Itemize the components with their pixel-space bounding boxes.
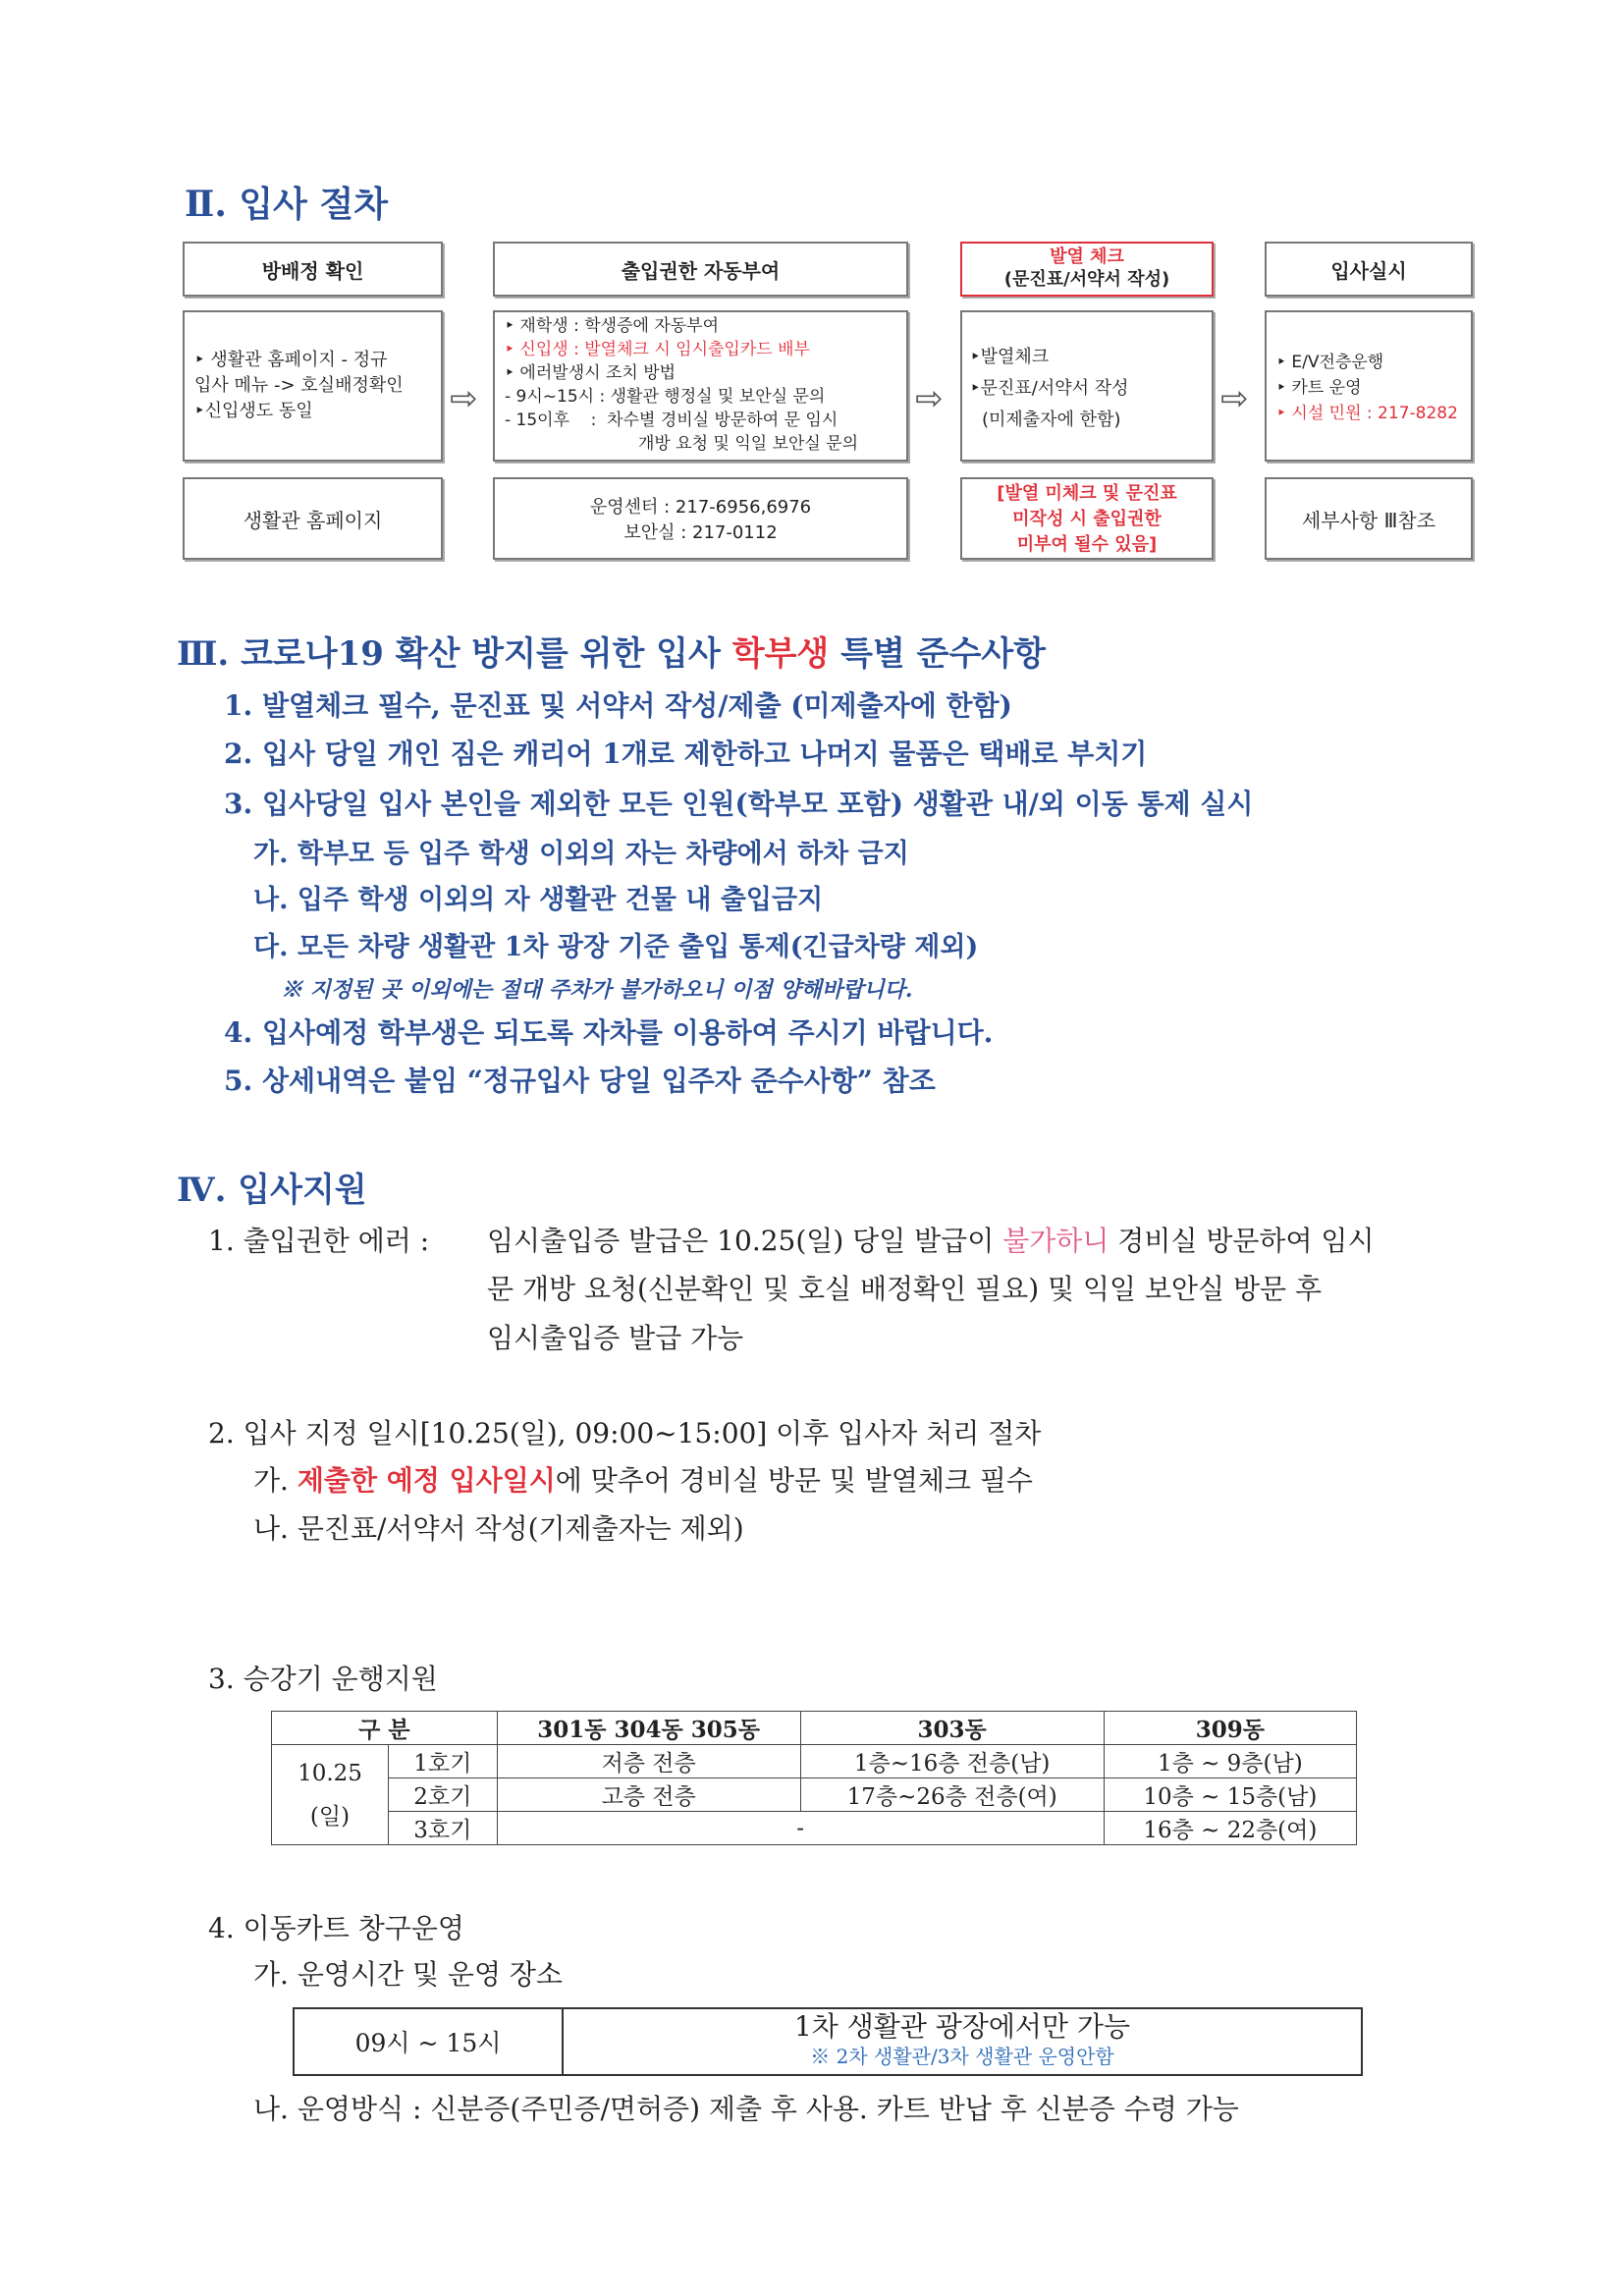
step1-body <box>183 310 443 462</box>
table-header-cell: 301동 304동 305동 <box>497 1712 800 1745</box>
step2-line: ‣ 신입생 : 발열체크 시 임시출입카드 배부 <box>505 340 810 359</box>
support-item-2-a-text: 에 맞추어 경비실 방문 및 발열체크 필수 <box>555 1464 1033 1497</box>
step3-header <box>960 242 1214 297</box>
cart-time-cell: 09시 ~ 15시 <box>294 2008 563 2075</box>
step3-footer <box>960 477 1214 560</box>
support-item-2-a <box>253 1459 1033 1499</box>
section-3-title-post: 특별 준수사항 <box>829 634 1047 674</box>
support-item-1-highlight: 불가하니 <box>1002 1225 1109 1257</box>
table-day: (일) <box>309 1803 351 1830</box>
table-header-cell: 303동 <box>800 1712 1104 1745</box>
table-cell: 고층 전층 <box>497 1778 800 1812</box>
step4-line: ‣ 시설 민원 : 217-8282 <box>1276 404 1458 423</box>
rule-item: 4. 입사예정 학부생은 되도록 자차를 이용하여 주시기 바랍니다. <box>224 1016 994 1049</box>
step2-line: ‣ 에러발생시 조치 방법 <box>505 363 676 383</box>
step2-footer <box>493 477 908 560</box>
support-item-1-line <box>487 1220 1375 1259</box>
rule-subitem: 다. 모든 차량 생활관 1차 광장 기준 출입 통제(긴급차량 제외) <box>253 932 979 962</box>
table-date: 10.25 <box>298 1760 362 1786</box>
support-item-3-title: 3. 승강기 운행지원 <box>208 1663 438 1695</box>
table-row <box>272 1812 1357 1845</box>
step1-footer: 생활관 홈페이지 <box>183 477 443 560</box>
rule-item: 3. 입사당일 입사 본인을 제외한 모든 인원(학부모 포함) 생활관 내/외 이동 통제 실시 <box>224 788 1254 820</box>
table-cell: 저층 전층 <box>497 1745 800 1778</box>
rule-item: 1. 발열체크 필수, 문진표 및 서약서 작성/제출 (미제출자에 한함) <box>224 689 1012 722</box>
support-item-2-b: 나. 문진표/서약서 작성(기제출자는 제외) <box>253 1512 744 1545</box>
step2-footer-line: 운영센터 : 217-6956,6976 <box>589 497 812 518</box>
step4-body <box>1265 310 1473 462</box>
arrow-icon: ⇨ <box>915 379 944 418</box>
step1-line: 입사 메뉴 -> 호실배정확인 <box>194 375 404 396</box>
step3-line: ‣문진표/서약서 작성 <box>970 378 1129 399</box>
step1-line: ‣ 생활관 홈페이지 - 정규 <box>194 350 388 370</box>
table-date-cell <box>272 1745 389 1845</box>
step3-line: ‣발열체크 <box>970 347 1050 367</box>
section-3-title-highlight: 학부생 <box>731 634 830 674</box>
support-item-1-label: 1. 출입권한 에러 : <box>208 1225 430 1257</box>
table-row <box>294 2008 1362 2075</box>
step2-line: ‣ 재학생 : 학생증에 자동부여 <box>505 316 720 336</box>
arrow-icon: ⇨ <box>1220 379 1249 418</box>
step4-footer: 세부사항 Ⅲ참조 <box>1265 477 1473 560</box>
step3-header-line: 발열 체크 <box>1050 246 1124 267</box>
table-cell: 16층 ~ 22층(여) <box>1104 1812 1356 1845</box>
table-row <box>272 1712 1357 1745</box>
step3-footer-line: [발열 미체크 및 문진표 <box>997 483 1177 504</box>
section-4-title: Ⅳ. 입사지원 <box>177 1171 367 1210</box>
support-item-4-title: 4. 이동카트 창구운영 <box>208 1912 464 1944</box>
support-item-1-line: 임시출입증 발급 가능 <box>487 1322 744 1354</box>
section-3-title-pre: Ⅲ. 코로나19 확산 방지를 위한 입사 <box>177 634 732 674</box>
support-item-1-text: 경비실 방문하여 임시 <box>1109 1225 1375 1257</box>
step4-header: 입사실시 <box>1265 242 1473 297</box>
support-item-2-a-highlight: 제출한 예정 입사일시 <box>297 1464 556 1497</box>
step3-line: (미제출자에 한함) <box>982 410 1121 430</box>
section-2-title: Ⅱ. 입사 절차 <box>185 184 389 225</box>
cart-table <box>293 2007 1363 2076</box>
step2-line: 개방 요청 및 익일 보안실 문의 <box>638 434 859 454</box>
table-cell: - <box>497 1812 1104 1845</box>
table-cell: 3호기 <box>389 1812 498 1845</box>
step2-header: 출입권한 자동부여 <box>493 242 908 297</box>
step3-footer-line: 미부여 될수 있음] <box>1016 534 1158 555</box>
table-header-cell: 구 분 <box>272 1712 498 1745</box>
step2-body <box>493 310 908 462</box>
table-cell: 1층 ~ 9층(남) <box>1104 1745 1356 1778</box>
table-row <box>272 1778 1357 1812</box>
support-item-4-b: 나. 운영방식 : 신분증(주민증/면허증) 제출 후 사용. 카트 반납 후 신분증 수령 가능 <box>253 2093 1239 2125</box>
step2-footer-line: 보안실 : 217-0112 <box>623 522 778 543</box>
step4-line: ‣ E/V전층운행 <box>1276 353 1384 372</box>
table-cell: 2호기 <box>389 1778 498 1812</box>
cart-place-cell <box>563 2008 1362 2075</box>
step3-footer-line: 미작성 시 출입권한 <box>1012 509 1162 529</box>
rule-item: 2. 입사 당일 개인 짐은 캐리어 1개로 제한하고 나머지 물품은 택배로 부치기 <box>224 738 1148 770</box>
support-item-2-title: 2. 입사 지정 일시[10.25(일), 09:00~15:00] 이후 입사자 처리 절차 <box>208 1417 1042 1449</box>
section-3-title <box>177 627 1046 675</box>
cart-note: ※ 2차 생활관/3차 생활관 운영안함 <box>810 2045 1114 2068</box>
cart-place: 1차 생활관 광장에서만 가능 <box>793 2010 1131 2043</box>
table-row <box>272 1745 1357 1778</box>
table-cell: 1호기 <box>389 1745 498 1778</box>
support-item-2-a-prefix: 가. <box>253 1464 298 1497</box>
rule-subitem: 나. 입주 학생 이외의 자 생활관 건물 내 출입금지 <box>253 885 824 915</box>
arrow-icon: ⇨ <box>450 379 478 418</box>
table-cell: 1층~16층 전층(남) <box>800 1745 1104 1778</box>
support-item-1-line: 문 개방 요청(신분확인 및 호실 배정확인 필요) 및 익일 보안실 방문 후 <box>487 1273 1323 1305</box>
step3-body <box>960 310 1214 462</box>
step4-line: ‣ 카트 운영 <box>1276 378 1362 398</box>
table-cell: 10층 ~ 15층(남) <box>1104 1778 1356 1812</box>
table-cell: 17층~26층 전층(여) <box>800 1778 1104 1812</box>
rule-item: 5. 상세내역은 붙임 “정규입사 당일 입주자 준수사항” 참조 <box>224 1065 936 1097</box>
step2-line: - 15이후 : 차수별 경비실 방문하여 문 임시 <box>505 410 839 430</box>
table-header-cell: 309동 <box>1104 1712 1356 1745</box>
rule-subitem: 가. 학부모 등 입주 학생 이외의 자는 차량에서 하차 금지 <box>253 839 909 869</box>
step1-header: 방배정 확인 <box>183 242 443 297</box>
step3-header-line: (문진표/서약서 작성) <box>1003 269 1170 290</box>
support-item-1-text: 임시출입증 발급은 10.25(일) 당일 발급이 <box>487 1225 1003 1257</box>
support-item-4-a: 가. 운영시간 및 운영 장소 <box>253 1958 563 1991</box>
rule-note: ※ 지정된 곳 이외에는 절대 주차가 불가하오니 이점 양해바랍니다. <box>281 977 913 1003</box>
step1-line: ‣신입생도 동일 <box>194 401 313 421</box>
elevator-table <box>271 1711 1357 1845</box>
step2-line: - 9시~15시 : 생활관 행정실 및 보안실 문의 <box>505 387 826 407</box>
